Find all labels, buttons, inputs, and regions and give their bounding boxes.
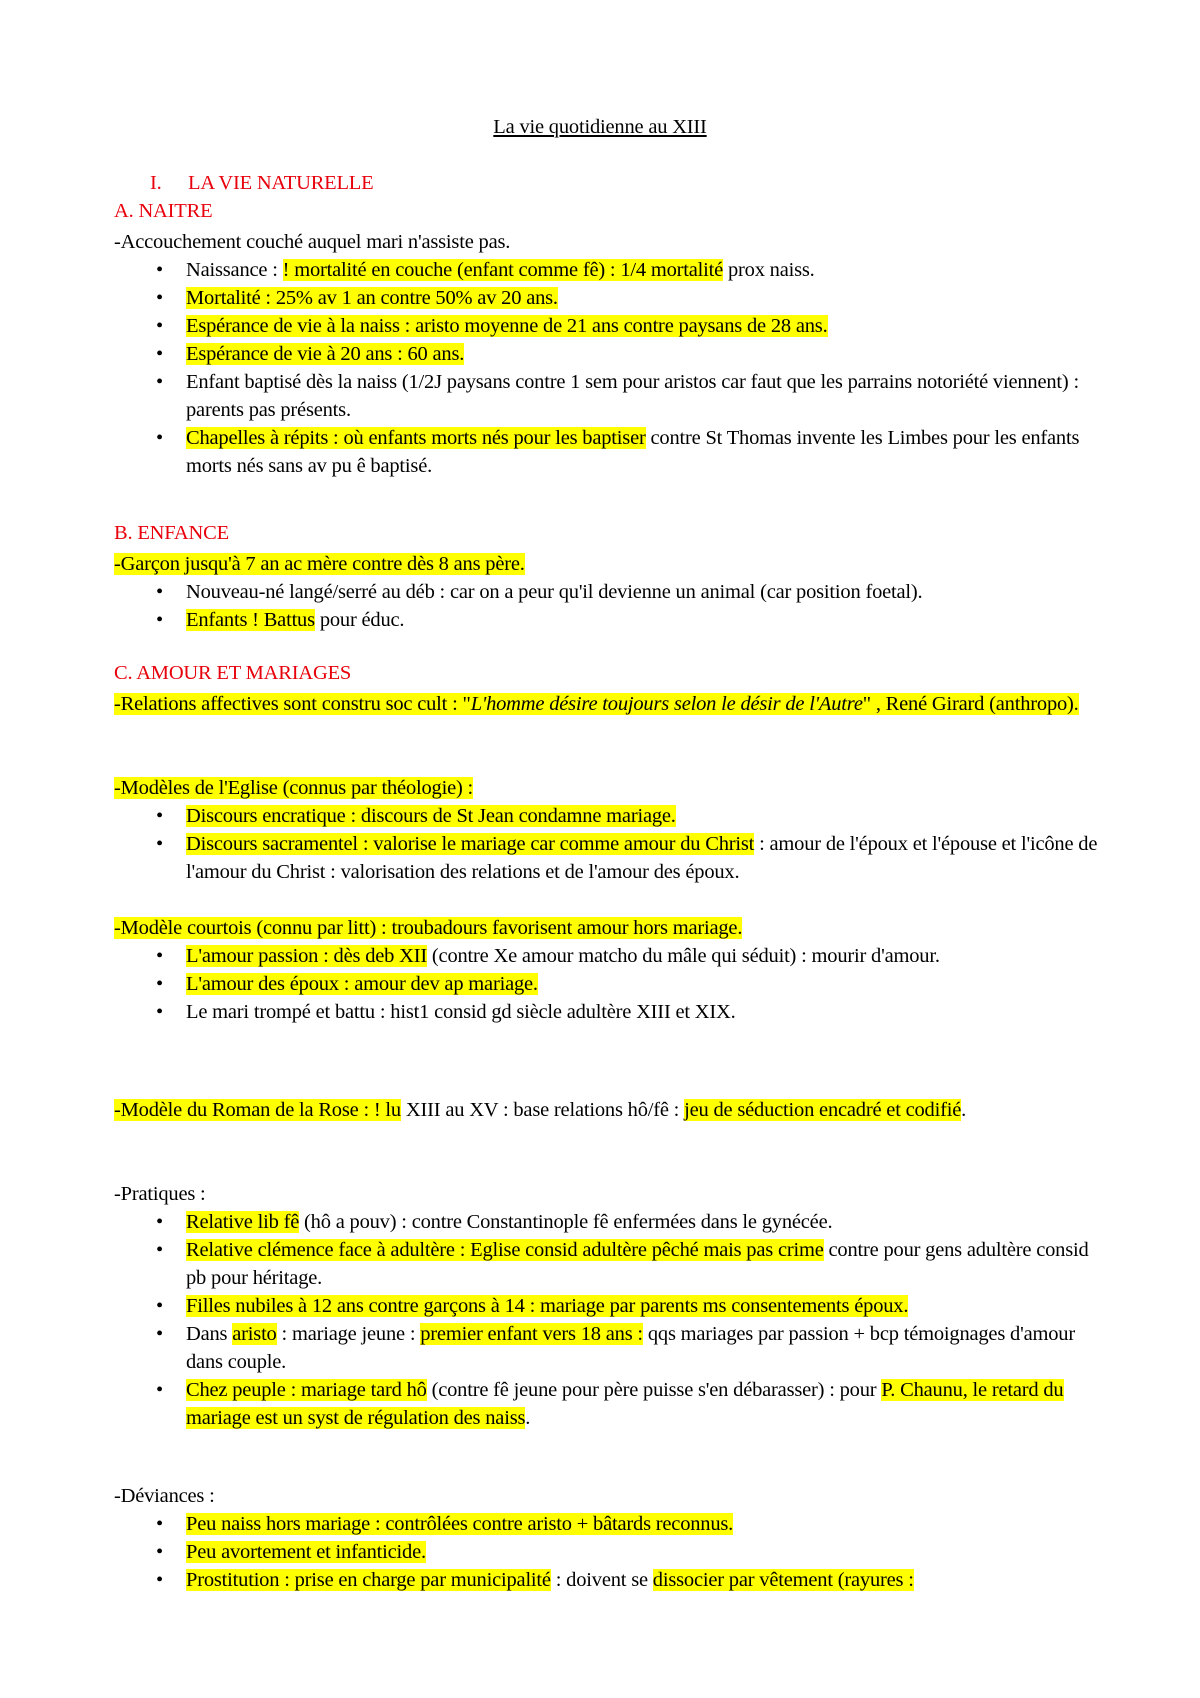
part-number: I. bbox=[150, 172, 162, 194]
text-run: prox naiss. bbox=[723, 259, 815, 281]
highlight-run: -Relations affectives sont constru soc cult : " bbox=[114, 693, 471, 715]
list-item bbox=[114, 1566, 1104, 1594]
highlight-run: aristo bbox=[232, 1323, 277, 1345]
text-run: Dans bbox=[186, 1323, 233, 1345]
highlight-run: -Modèle du Roman de la Rose : ! lu bbox=[114, 1099, 401, 1121]
text-run: qqs mariages par passion + bcp témoignages d'amour dans couple. bbox=[186, 1323, 1075, 1373]
highlight-quote: L'homme désire toujours selon le désir de l'Autre bbox=[470, 693, 863, 715]
highlight-run: Relative lib fê bbox=[186, 1211, 300, 1233]
highlight-run: Mortalité : 25% av 1 an contre 50% av 20 ans. bbox=[186, 287, 558, 309]
highlight-run: jeu de séduction encadré et codifié bbox=[684, 1099, 962, 1121]
highlight-run: P. Chaunu, le retard du mariage est un syst de régulation des naiss bbox=[186, 1379, 1064, 1429]
highlight-run: -Modèle courtois (connu par litt) : troubadours favorisent amour hors mariage. bbox=[114, 917, 743, 939]
list-item bbox=[114, 606, 1104, 634]
highlight-run: Peu naiss hors mariage : contrôlées contre aristo + bâtards reconnus. bbox=[186, 1513, 734, 1535]
rose-paragraph bbox=[114, 1096, 1094, 1124]
list-item bbox=[114, 1538, 1104, 1566]
text-run: (hô a pouv) : contre Constantinople fê enfermées dans le gynécée. bbox=[299, 1211, 833, 1233]
relations-paragraph bbox=[114, 690, 1094, 718]
highlight-run: dissocier par vêtement (rayures : bbox=[652, 1569, 914, 1591]
list-item bbox=[114, 340, 1104, 368]
highlight-run: ! mortalité en couche (enfant comme fê) : 1/4 mortalité bbox=[282, 259, 724, 281]
section-heading-a: A. NAITRE bbox=[114, 200, 213, 222]
list-item bbox=[114, 830, 1104, 886]
section-a-list bbox=[114, 256, 1104, 480]
section-b-list bbox=[114, 578, 1104, 634]
list-item bbox=[114, 312, 1104, 340]
list-item bbox=[114, 284, 1104, 312]
deviances-list bbox=[114, 1510, 1104, 1594]
part-heading bbox=[150, 172, 373, 195]
list-item bbox=[114, 942, 1104, 970]
highlight-run: Relative clémence face à adultère : Eglise consid adultère pêché mais pas crime bbox=[186, 1239, 824, 1261]
highlight-run: Chapelles à répits : où enfants morts nés pour les baptiser bbox=[186, 427, 646, 449]
highlight-run: Chez peuple : mariage tard hô bbox=[186, 1379, 427, 1401]
text-run: Naissance : bbox=[186, 259, 283, 281]
list-item bbox=[114, 578, 1104, 606]
pratiques-list bbox=[114, 1208, 1104, 1432]
highlight-run: Espérance de vie à la naiss : aristo moyenne de 21 ans contre paysans de 28 ans. bbox=[186, 315, 828, 337]
page-title: La vie quotidienne au XIII bbox=[493, 116, 707, 138]
list-item bbox=[114, 1320, 1104, 1376]
courtois-list bbox=[114, 942, 1104, 1026]
text-run: Nouveau-né langé/serré au déb : car on a peur qu'il devienne un animal (car position foetal). bbox=[186, 581, 923, 603]
highlight-run: Filles nubiles à 12 ans contre garçons à 14 : mariage par parents ms consentements époux. bbox=[186, 1295, 909, 1317]
text-run: Enfant baptisé dès la naiss (1/2J paysans contre 1 sem pour aristos car faut que les parrains notoriété viennent) : parents pas présents. bbox=[186, 371, 1079, 421]
text-run: pour éduc. bbox=[314, 609, 405, 631]
list-item bbox=[114, 1510, 1104, 1538]
list-item bbox=[114, 998, 1104, 1026]
highlight-run: L'amour passion : dès deb XII bbox=[186, 945, 427, 967]
highlight-run: Espérance de vie à 20 ans : 60 ans. bbox=[186, 343, 465, 365]
text-run: (contre Xe amour matcho du mâle qui séduit) : mourir d'amour. bbox=[427, 945, 940, 967]
text-run: : doivent se bbox=[550, 1569, 653, 1591]
text-run: . bbox=[525, 1407, 531, 1429]
highlight-run: Discours encratique : discours de St Jean condamne mariage. bbox=[186, 805, 676, 827]
highlight-run: Peu avortement et infanticide. bbox=[186, 1541, 426, 1563]
text-run: : mariage jeune : bbox=[276, 1323, 421, 1345]
list-item bbox=[114, 802, 1104, 830]
highlight-run: Discours sacramentel : valorise le mariage car comme amour du Christ bbox=[186, 833, 755, 855]
eglise-intro bbox=[114, 774, 1094, 802]
text-run: Le mari trompé et battu : hist1 consid gd siècle adultère XIII et XIX. bbox=[186, 1001, 736, 1023]
highlight-run: L'amour des époux : amour dev ap mariage. bbox=[186, 973, 538, 995]
text-run: contre St Thomas invente les Limbes pour les enfants morts nés sans av pu ê baptisé. bbox=[186, 427, 1080, 477]
list-item bbox=[114, 1236, 1104, 1292]
text-run: XIII au XV : base relations hô/fê : bbox=[400, 1099, 685, 1121]
list-item bbox=[114, 1208, 1104, 1236]
text-run: contre pour gens adultère consid pb pour héritage. bbox=[186, 1239, 1089, 1289]
text-run: : amour de l'époux et l'épouse et l'icône de l'amour du Christ : valorisation des relations et de l'amour des époux. bbox=[186, 833, 1098, 883]
list-item bbox=[114, 424, 1104, 480]
highlight-run: -Garçon jusqu'à 7 an ac mère contre dès 8 ans père. bbox=[114, 553, 525, 575]
deviances-intro: -Déviances : bbox=[114, 1485, 215, 1507]
pratiques-intro: -Pratiques : bbox=[114, 1183, 206, 1205]
section-b-intro bbox=[114, 550, 1094, 578]
section-heading-c: C. AMOUR ET MARIAGES bbox=[114, 662, 352, 684]
text-run: . bbox=[961, 1099, 967, 1121]
eglise-list bbox=[114, 802, 1104, 886]
list-item bbox=[114, 970, 1104, 998]
courtois-intro bbox=[114, 914, 1094, 942]
highlight-run: Prostitution : prise en charge par municipalité bbox=[186, 1569, 551, 1591]
list-item bbox=[114, 256, 1104, 284]
section-a-intro: -Accouchement couché auquel mari n'assiste pas. bbox=[114, 231, 511, 253]
section-heading-b: B. ENFANCE bbox=[114, 522, 229, 544]
highlight-run: premier enfant vers 18 ans : bbox=[420, 1323, 643, 1345]
highlight-run: -Modèles de l'Eglise (connus par théologie) : bbox=[114, 777, 474, 799]
part-label: LA VIE NATURELLE bbox=[188, 172, 374, 194]
list-item bbox=[114, 368, 1104, 424]
list-item bbox=[114, 1292, 1104, 1320]
list-item bbox=[114, 1376, 1104, 1432]
highlight-run: Enfants ! Battus bbox=[186, 609, 315, 631]
text-run: (contre fê jeune pour père puisse s'en débarasser) : pour bbox=[426, 1379, 882, 1401]
highlight-run: " , René Girard (anthropo). bbox=[862, 693, 1079, 715]
